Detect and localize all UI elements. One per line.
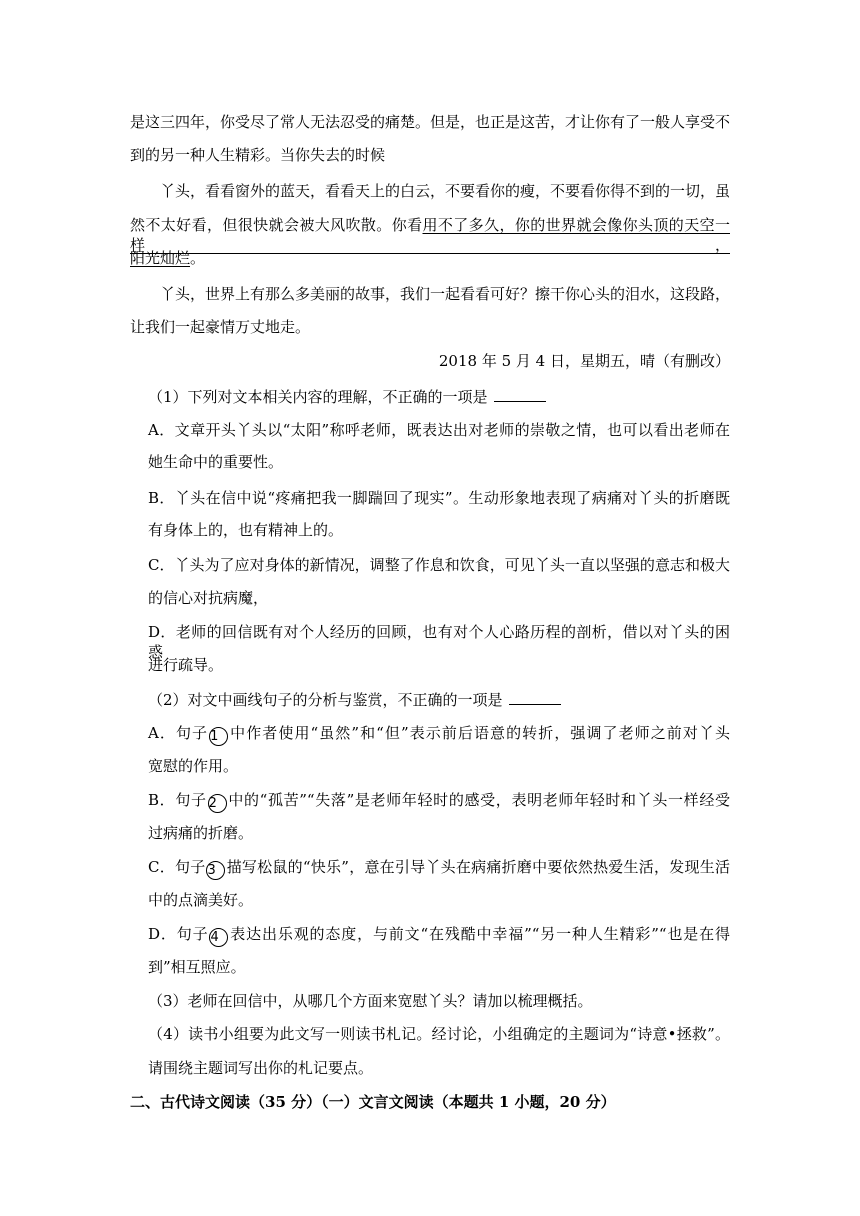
underlined-sentence: 用不了多久，你的世界就会像你头顶的天空一样， [130, 216, 730, 254]
question-2-stem [148, 690, 561, 710]
passage-line: 丫头，世界上有那么多美丽的故事，我们一起看看可好？擦干你心头的泪水，这段路， [160, 285, 731, 303]
question-4-cont: 请围绕主题词写出你的札记要点。 [148, 1059, 374, 1077]
passage-line [130, 248, 205, 268]
option-label: C．句子 [148, 858, 206, 876]
answer-blank [494, 387, 546, 402]
answer-blank [509, 690, 561, 705]
option-b-cont: 有身体上的，也有精神上的。 [148, 521, 344, 539]
letter-date: 2018 年 5 月 4 日，星期五，晴（有删改） [438, 352, 730, 370]
section-heading: 二、古代诗文阅读（35 分）（一）文言文阅读（本题共 1 小题，20 分） [130, 1093, 616, 1111]
passage-line: 丫头，看看窗外的蓝天，看看天上的白云，不要看你的瘦，不要看你得不到的一切，虽 [160, 182, 731, 200]
circled-number: 2 [208, 794, 227, 813]
option-text: 中的“孤苦”“失落”是老师年轻时的感受，表明老师年轻时和丫头一样经受 [227, 791, 730, 809]
passage-text: 。 [190, 249, 206, 267]
option-b-cont: 过病痛的折磨。 [148, 824, 254, 842]
option-c-cont: 的信心对抗病魔， [148, 589, 269, 607]
question-text: （2）对文中画线句子的分析与鉴赏，不正确的一项是 [148, 691, 503, 709]
option-label: D．句子 [148, 925, 209, 943]
option-d-cont: 到”相互照应。 [148, 958, 246, 976]
passage-text: 然不太好看，但很快就会被大风吹散。你看 [130, 216, 423, 234]
passage-line: 到的另一种人生精彩。当你失去的时候 [130, 146, 386, 164]
option-b: B．丫头在信中说“疼痛把我一脚踹回了现实”。生动形象地表现了病痛对丫头的折磨既 [148, 489, 730, 507]
option-label: B．句子 [148, 791, 207, 809]
option-c-cont: 中的点滴美好。 [148, 891, 254, 909]
option-c: C．丫头为了应对身体的新情况，调整了作息和饮食，可见丫头一直以坚强的意志和极大 [148, 556, 730, 574]
option-a-cont: 她生命中的重要性。 [148, 453, 284, 471]
option-d-cont: 进行疏导。 [148, 656, 224, 674]
circled-number: 1 [209, 727, 228, 746]
question-text: （1）下列对文本相关内容的理解，不正确的一项是 [148, 388, 488, 406]
option-b [148, 790, 730, 813]
option-text: 表达出乐观的态度，与前文“在残酷中幸福”“另一种人生精彩”“也是在得 [229, 925, 730, 943]
passage-line [130, 215, 730, 255]
question-4-stem: （4）读书小组要为此文写一则读书札记。经讨论，小组确定的主题词为“诗意•拯救”。 [148, 1025, 730, 1043]
circled-number: 3 [206, 861, 225, 880]
passage-line: 是这三四年，你受尽了常人无法忍受的痛楚。但是，也正是这苦，才让你有了一般人享受不 [130, 113, 731, 131]
option-text: 中作者使用“虽然”和“但”表示前后语意的转折，强调了老师之前对丫头 [229, 724, 730, 742]
passage-line: 让我们一起豪情万丈地走。 [130, 318, 311, 336]
option-d [148, 924, 730, 947]
question-1-stem [148, 387, 546, 407]
option-a [148, 723, 730, 746]
option-a: A．文章开头丫头以“太阳”称呼老师，既表达出对老师的崇敬之情，也可以看出老师在 [148, 421, 730, 439]
underlined-sentence: 阳光灿烂 [130, 249, 191, 267]
option-d: D．老师的回信既有对个人经历的回顾，也有对个人心路历程的剖析，借以对丫头的困惑 [148, 623, 730, 661]
option-label: A．句子 [148, 724, 209, 742]
question-3-stem: （3）老师在回信中，从哪几个方面来宽慰丫头？请加以梳理概括。 [148, 992, 593, 1010]
option-a-cont: 宽慰的作用。 [148, 757, 239, 775]
option-text: 描写松鼠的“快乐”，意在引导丫头在病痛折磨中要依然热爱生活，发现生活 [226, 858, 730, 876]
option-c [148, 857, 730, 880]
circled-number: 4 [209, 928, 228, 947]
